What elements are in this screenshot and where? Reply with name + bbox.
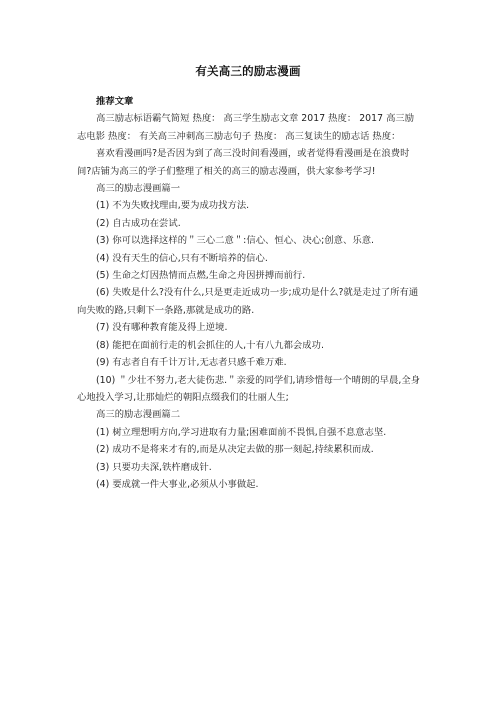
- document-body: [77, 93, 421, 493]
- section1-item-9: (9) 有志者自有千计万计,无志者只感千难万难.: [96, 357, 287, 369]
- section1-item-5: (5) 生命之灯因热情而点燃,生命之舟因拼搏而前行.: [96, 270, 306, 282]
- section1-item-4: (4) 没有天生的信心,只有不断培养的信心.: [96, 252, 268, 264]
- section1-item-6: (6) 失败是什么?没有什么,只是更走近成功一步;成功是什么?就是走过了所有通向失败的路,只剩下一条路,那就是成功的路.: [77, 287, 419, 316]
- document-title: 有关高三的励志漫画: [195, 64, 301, 78]
- section1-item-3: (3) 你可以选择这样的＂三心二意＂:信心、恒心、决心;创意、乐意.: [96, 235, 375, 247]
- section1-title: 高三的励志漫画篇一: [96, 183, 181, 195]
- section1-item-10: (10) ＂少壮不努力,老大徒伤悲.＂亲爱的同学们,请珍惜每一个晴朗的早晨,全身心地投入学习,让那灿烂的朝阳点缀我们的壮丽人生;: [77, 374, 421, 403]
- section1-item-2: (2) 自古成功在尝试.: [96, 217, 181, 229]
- section1-item-7: (7) 没有哪种教育能及得上逆境.: [96, 322, 228, 334]
- section2-title: 高三的励志漫画篇二: [96, 409, 181, 421]
- section1-item-8: (8) 能把在面前行走的机会抓住的人,十有八九都会成功.: [96, 339, 324, 351]
- recommend-heading: 推荐文章: [96, 96, 134, 107]
- section2-item-3: (3) 只要功夫深,铁杵磨成针.: [96, 461, 212, 473]
- section2-item-1: (1) 树立理想明方向,学习进取有力量;困难面前不畏惧,自强不息意志坚.: [96, 426, 387, 438]
- recommend-links[interactable]: 高三励志标语霸气简短 热度： 高三学生励志文章 2017 热度： 2017 高三励志电影 热度： 有关高三冲刺高三励志句子 热度： 高三复读生的励志话 热度：: [77, 113, 415, 142]
- section2-item-4: (4) 要成就一件大事业,必须从小事做起.: [96, 478, 259, 490]
- intro-paragraph: 喜欢看漫画吗?是否因为到了高三没时间看漫画，或者觉得看漫画是在浪费时间?店铺为高三的学子们整理了相关的高三的励志漫画，供大家参考学习!: [77, 148, 410, 177]
- section1-item-1: (1) 不为失败找理由,要为成功找方法.: [96, 200, 250, 212]
- section2-item-2: (2) 成功不是将来才有的,而是从决定去做的那一刻起,持续累积而成.: [96, 444, 374, 456]
